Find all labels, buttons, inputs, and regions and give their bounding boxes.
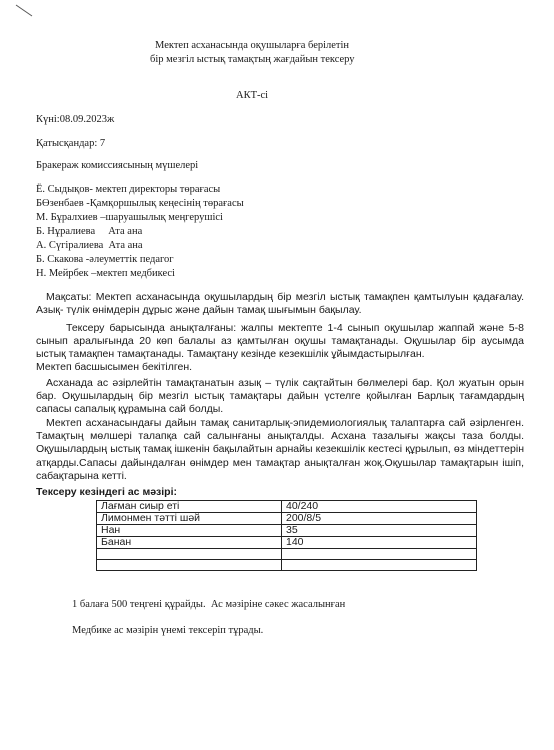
table-row [97, 513, 477, 525]
table-row [97, 537, 477, 549]
table-row [97, 501, 477, 513]
menu-amount [282, 549, 477, 560]
kitchen-paragraph: Асханада ас әзірлейтін тамақтанатын азық – түлік сақтайтын бөлмелері бар. Қол жуатын орын бар. Оқушылардың бір мезгіл ыстық тамақтары дайын үстелге қойылған Барлық тағамдардың сапасы сапалық құрамына сай болды. [36, 377, 524, 416]
member-1: Ё. Сыдықов- мектеп директоры төрағасы [36, 184, 221, 195]
purpose-paragraph: Мақсаты: Мектеп асханасында оқушылардың бір мезгіл ыстық тамақпен қамтылуын қадағалау. Азық- түлік өнімдерін дұрыс және дайын тамақ шығымын бақылау. [36, 291, 524, 317]
menu-item: Нан [97, 525, 282, 537]
table-row [97, 560, 477, 571]
menu-amount: 140 [282, 537, 477, 549]
member-4: Б. Нұралиева Ата ана [36, 226, 143, 237]
table-row [97, 525, 477, 537]
table-row [97, 549, 477, 560]
approval-line: Мектеп басшысымен бекітілген. [36, 361, 193, 373]
participants-count: Қатысқандар: 7 [36, 138, 106, 149]
commission-heading: Бракераж комиссиясының мүшелері [36, 160, 199, 171]
menu-item [97, 560, 282, 571]
member-7: Н. Мейрбек –мектеп медбикесі [36, 268, 175, 279]
member-3: М. Бұралхиев –шаруашылық меңгерушісі [36, 212, 223, 223]
menu-amount: 35 [282, 525, 477, 537]
menu-heading: Тексеру кезіндегі ас мәзірі: [36, 486, 178, 498]
sanitary-paragraph: Мектеп асханасындағы дайын тамақ санитарлық-эпидемиологиялық талаптарға сай әзірленген. Тамақтың мөлшері талапқа сай салынғаны анықталды. Асхана тазалығы жақсы таза болды. Оқушылардың ыстық тамақ ішкенін бақылайтын арнайы кезекшілік кестесі құрылып, өз міндеттерін атқарды.Сапасы дайындалған өнімдер мен тамақтар анықталған жоқ.Оқушылар тамақтарын ішіп, сабақтарына кетті. [36, 417, 524, 482]
cost-line: 1 балаға 500 теңгені құрайды. Ас мәзіріне сәкес жасалынған [72, 599, 346, 610]
title-line-2: бір мезгіл ыстық тамақтың жағдайын тексеру [150, 54, 355, 65]
menu-item: Лимонмен тәтті шәй [97, 513, 282, 525]
scan-corner-mark [14, 4, 36, 18]
member-2: БӨзенбаев -Қамқоршылық кеңесінің төрағасы [36, 198, 244, 209]
act-date: Күні:08.09.2023ж [36, 114, 115, 125]
menu-item: Банан [97, 537, 282, 549]
act-heading: АКТ-сі [236, 90, 269, 101]
member-6: Б. Скакова -әлеуметтік педагог [36, 254, 174, 265]
menu-item [97, 549, 282, 560]
menu-table [96, 500, 477, 571]
menu-item: Лағман сиыр еті [97, 501, 282, 513]
title-line-1: Мектеп асханасында оқушыларға берілетін [155, 40, 350, 51]
menu-amount [282, 560, 477, 571]
menu-amount: 200/8/5 [282, 513, 477, 525]
nurse-line: Медбике ас мәзірін үнемі тексеріп тұрады. [72, 625, 264, 636]
menu-amount: 40/240 [282, 501, 477, 513]
findings-paragraph: Тексеру барысында анықталғаны: жалпы мектепте 1-4 сынып оқушылар жаппай және 5-8 сынып аралығында 20 көп балалы аз қамтылған оқушы тамақтанады. Оқушылар бір аусымда ыстық тамақпен тамақтанады. Тамақтану кезінде кезекшілік ұйымдастырылған. [36, 322, 524, 361]
member-5: А. Сүгіралиева Ата ана [36, 240, 143, 251]
